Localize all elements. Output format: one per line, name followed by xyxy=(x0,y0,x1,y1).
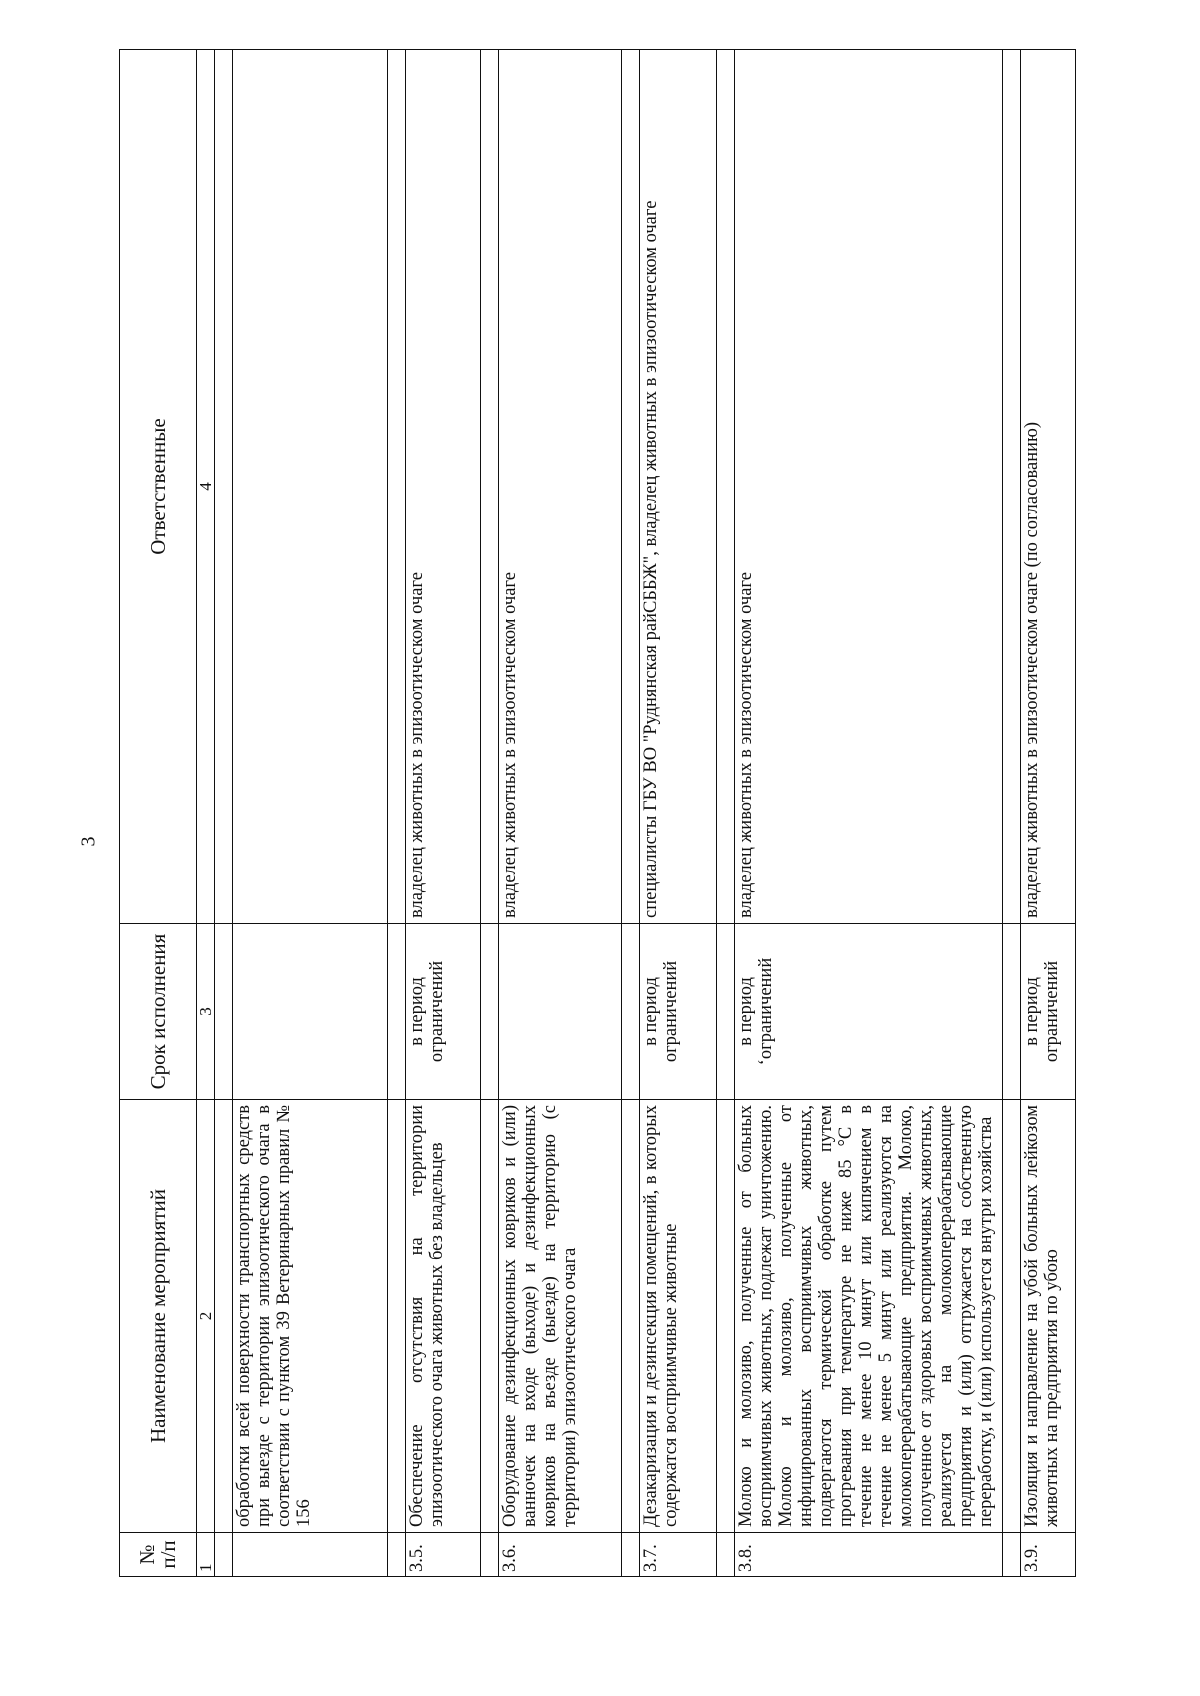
row-action: обработки всей поверхности транспортных средств при выезде с территории эпизоотического очага в соответствии с пунктом 39 Ветеринарных правил № 156 xyxy=(233,1100,388,1533)
row-responsible xyxy=(233,50,388,924)
row-number: 3.5. xyxy=(406,1533,481,1577)
row-term: в период ‘ограничений xyxy=(735,924,1003,1100)
column-index: 2 xyxy=(197,1100,215,1533)
table-header-row xyxy=(120,50,197,1577)
table-row xyxy=(406,50,481,1577)
table-row xyxy=(640,50,717,1577)
table-row xyxy=(735,50,1003,1577)
row-responsible: владелец животных в эпизоотическом очаге xyxy=(406,50,481,924)
measures-table-sheet xyxy=(119,50,1098,1577)
column-index: 4 xyxy=(197,50,215,924)
row-responsible: специалисты ГБУ ВО "Руднянская райСББЖ", владелец животных в эпизоотическом очаге xyxy=(640,50,717,924)
table-spacer-row xyxy=(215,50,233,1577)
row-number: 3.7. xyxy=(640,1533,717,1577)
page-number: 3 xyxy=(77,836,100,847)
row-term: в период ограничений xyxy=(1021,924,1076,1100)
table-row xyxy=(233,50,388,1577)
table-spacer-row xyxy=(622,50,640,1577)
row-number: 3.9. xyxy=(1021,1533,1076,1577)
column-index: 3 xyxy=(197,924,215,1100)
row-term: в период ограничений xyxy=(406,924,481,1100)
row-number xyxy=(233,1533,388,1577)
row-term xyxy=(233,924,388,1100)
row-responsible: владелец животных в эпизоотическом очаге xyxy=(499,50,622,924)
row-number: 3.6. xyxy=(499,1533,622,1577)
table-spacer-row xyxy=(481,50,499,1577)
row-number: 3.8. xyxy=(735,1533,1003,1577)
row-action: Оборудование дезинфекционных ковриков и (или) ванночек на входе (выходе) и дезинфекционных ковриков на въезде (выезде) на территорию (с территории) эпизоотического очага xyxy=(499,1100,622,1533)
column-index: 1 xyxy=(197,1533,215,1577)
header-responsible: Ответственные xyxy=(120,50,197,924)
header-number: № п/п xyxy=(120,1533,197,1577)
table-spacer-row xyxy=(388,50,406,1577)
row-responsible: владелец животных в эпизоотическом очаге (по согласованию) xyxy=(1021,50,1076,924)
header-action: Наименование мероприятий xyxy=(120,1100,197,1533)
table-spacer-row xyxy=(1003,50,1021,1577)
row-action: Обеспечение отсутствия на территории эпизоотического очага животных без владельцев xyxy=(406,1100,481,1533)
row-term xyxy=(499,924,622,1100)
row-action: Молоко и молозиво, полученные от больных восприимчивых животных, подлежат уничтожению. Молоко и молозиво, полученные от инфицированных восприимчивых животных, подвергаются термической обработке путем прогревания при температуре не ниже 85 °С в течение не менее 10 минут или кипячением в течение не менее 5 минут или реализуются на молокоперерабатывающие предприятия. Молоко, полученное от здоровых восприимчивых животных, реализуется на молокоперерабатывающие предприятия и (или) отгружается на собственную переработку, и (или) используется внутри хозяйства xyxy=(735,1100,1003,1533)
row-responsible: владелец животных в эпизоотическом очаге xyxy=(735,50,1003,924)
table-row xyxy=(499,50,622,1577)
table-spacer-row xyxy=(717,50,735,1577)
table-row xyxy=(1021,50,1076,1577)
row-action: Изоляция и направление на убой больных лейкозом животных на предприятия по убою xyxy=(1021,1100,1076,1533)
row-term: в период ограничений xyxy=(640,924,717,1100)
row-action: Дезакаризация и дезинсекция помещений, в которых содержатся восприимчивые животные xyxy=(640,1100,717,1533)
measures-table xyxy=(119,49,1076,1577)
column-index-row xyxy=(197,50,215,1577)
header-term: Срок исполнения xyxy=(120,924,197,1100)
